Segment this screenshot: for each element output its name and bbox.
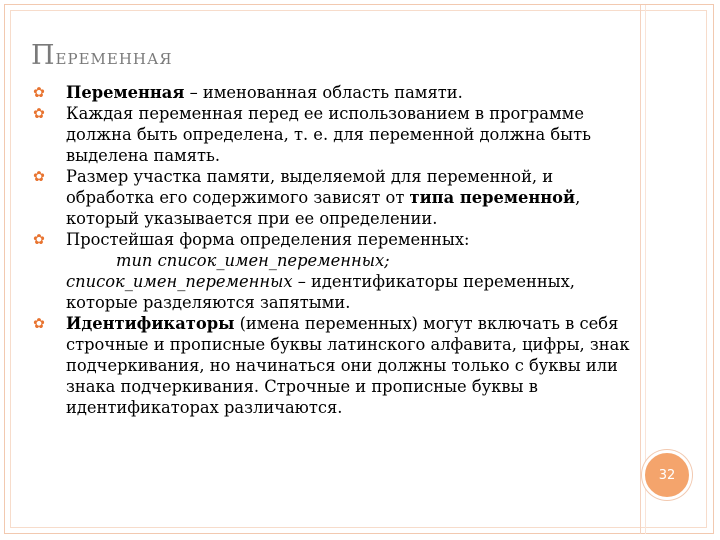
bullet-bold-term: типа переменной: [409, 188, 576, 207]
page-number-badge: [642, 450, 692, 500]
bullet-list: [30, 82, 630, 418]
fleur-bullet-icon: ✿: [33, 106, 45, 122]
bullet-text: Простейшая форма определения переменных:: [66, 230, 470, 249]
bullet-item: [30, 229, 630, 313]
bullet-text: , который указывается при ее определении.: [66, 188, 581, 228]
bullet-text: – идентификаторы переменных, которые разделяются запятыми.: [66, 272, 575, 312]
slide-title-initial: П: [31, 40, 56, 71]
bullet-text: (имена переменных) могут включать в себя строчные и прописные буквы латинского алфавита, цифры, знак подчеркивания, но начинаться они должны только с буквы или знака подчеркивания. Строчные и прописные буквы в идентификаторах различаются.: [66, 314, 630, 417]
fleur-bullet-icon: ✿: [33, 316, 45, 332]
bullet-item: [30, 82, 630, 103]
bullet-text: Размер участка памяти, выделяемой для переменной, и обработка его содержимого зависят от: [66, 167, 554, 207]
page-number: 32: [658, 467, 676, 483]
decorative-vertical-line: [640, 5, 641, 534]
decorative-vertical-line: [645, 5, 646, 534]
bullet-item: [30, 166, 630, 229]
bullet-item: [30, 103, 630, 166]
slide-title-rest: еременная: [55, 45, 173, 69]
slide-title: [31, 40, 172, 71]
code-syntax: тип список_имен_переменных;: [116, 251, 390, 270]
fleur-bullet-icon: ✿: [33, 85, 45, 101]
fleur-bullet-icon: ✿: [33, 232, 45, 248]
code-term: список_имен_переменных: [66, 272, 293, 291]
bullet-bold-term: Переменная: [66, 83, 185, 102]
bullet-item: [30, 313, 630, 418]
bullet-text: Каждая переменная перед ее использованием в программе должна быть определена, т. е. для переменной должна быть выделена память.: [66, 104, 591, 165]
bullet-bold-term: Идентификаторы: [66, 314, 235, 333]
bullet-text: – именованная область памяти.: [184, 83, 463, 102]
fleur-bullet-icon: ✿: [33, 169, 45, 185]
